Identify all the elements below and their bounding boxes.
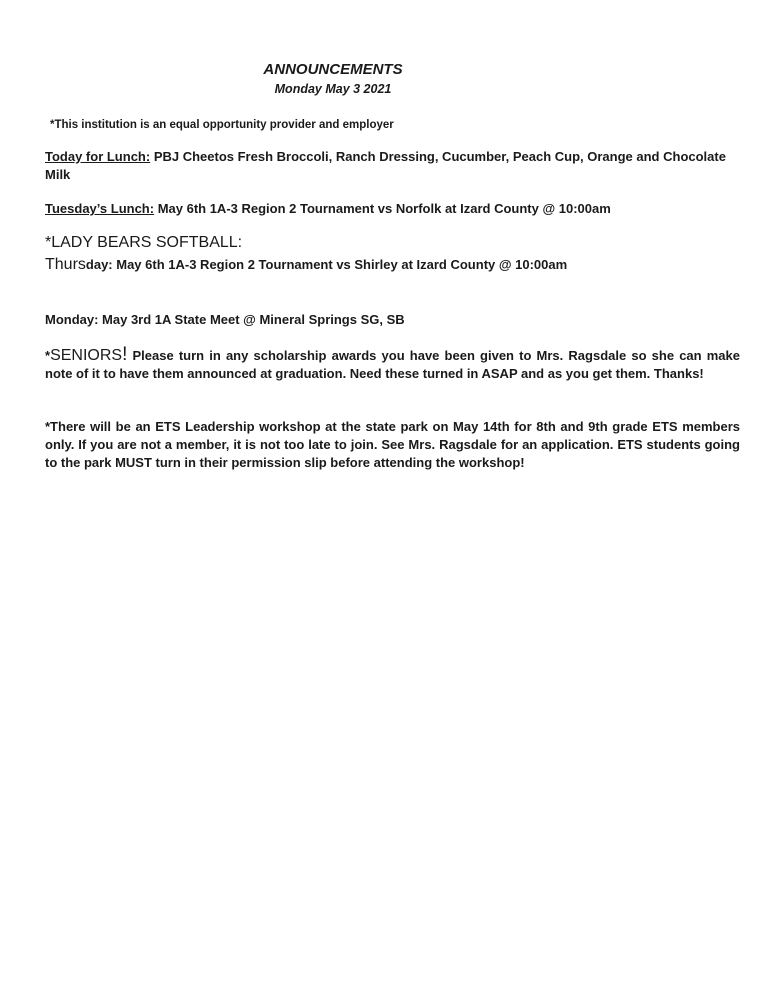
softball-paragraph bbox=[45, 256, 740, 274]
seniors-heading: SENIORS bbox=[50, 347, 123, 364]
equal-opportunity-notice: *This institution is an equal opportunity provider and employer bbox=[50, 119, 394, 131]
lunch-today-label: Today for Lunch: bbox=[45, 149, 151, 164]
seniors-paragraph bbox=[45, 346, 740, 383]
seniors-bang: ! bbox=[122, 344, 128, 365]
ets-paragraph: *There will be an ETS Leadership workshop at the state park on May 14th for 8th and 9th grade ETS members only. If you are not a member, it is not too late to join. See Mrs. Ragsdale for an application. ETS students going to the park MUST turn in their permission slip before attending the workshop! bbox=[45, 419, 740, 470]
state-meet-paragraph: Monday: May 3rd 1A State Meet @ Mineral Springs SG, SB bbox=[45, 312, 405, 327]
lunch-tuesday-label: Tuesday’s Lunch: bbox=[45, 201, 155, 216]
softball-heading-text: *LADY BEARS SOFTBALL: bbox=[45, 234, 243, 251]
seniors-star: * bbox=[45, 348, 51, 363]
softball-day-prefix: Thurs bbox=[45, 256, 86, 273]
lunch-today-text: PBJ Cheetos Fresh Broccoli, Ranch Dressing, Cucumber, Peach Cup, Orange and Chocolate Milk bbox=[45, 149, 726, 182]
softball-day-rest: day: May 6th 1A-3 Region 2 Tournament vs Shirley at Izard County @ 10:00am bbox=[85, 257, 568, 272]
lunch-today-paragraph bbox=[45, 148, 740, 184]
seniors-text: Please turn in any scholarship awards you have been given to Mrs. Ragsdale so she can make note of it to have them announced at graduation. Need these turned in ASAP and as you get them. Thanks! bbox=[45, 348, 740, 381]
lunch-tuesday-text: May 6th 1A-3 Region 2 Tournament vs Norfolk at Izard County @ 10:00am bbox=[154, 201, 611, 216]
page-title: ANNOUNCEMENTS bbox=[263, 61, 403, 78]
lunch-tuesday-paragraph bbox=[45, 200, 740, 218]
page-date: Monday May 3 2021 bbox=[274, 82, 392, 96]
softball-heading bbox=[45, 234, 740, 252]
